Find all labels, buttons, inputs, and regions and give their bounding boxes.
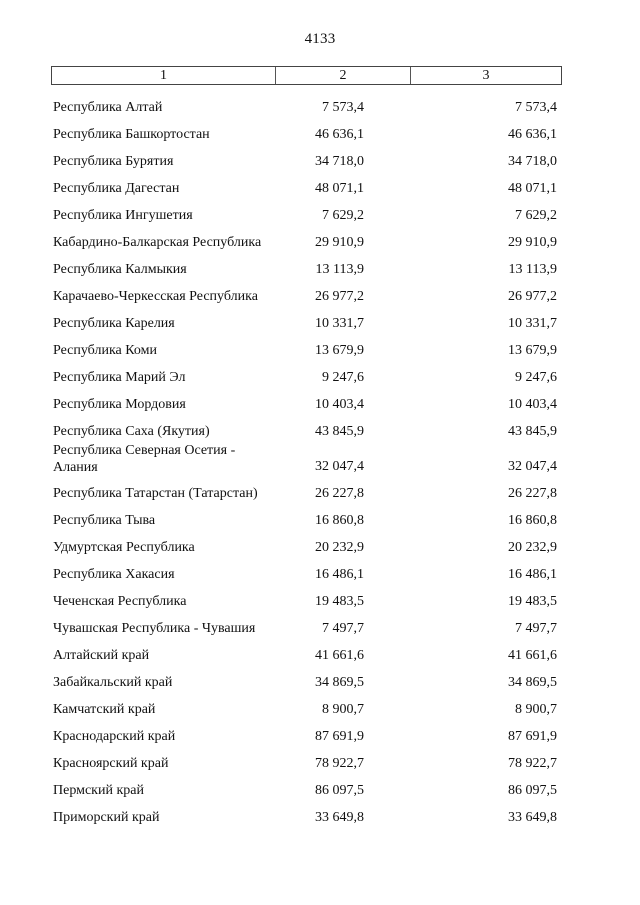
column-2-value: 87 691,9 <box>315 729 364 744</box>
column-header-3: 3 <box>482 68 490 83</box>
column-3-value: 43 845,9 <box>508 424 557 439</box>
column-2-value: 41 661,6 <box>315 648 364 663</box>
region-name: Республика Бурятия <box>53 154 174 169</box>
column-3-value: 7 629,2 <box>515 208 557 223</box>
column-3-value: 26 977,2 <box>508 289 557 304</box>
column-2-value: 26 977,2 <box>315 289 364 304</box>
table-row <box>0 671 640 698</box>
region-name: Чеченская Республика <box>53 594 187 609</box>
column-3-value: 13 113,9 <box>508 262 557 277</box>
region-name: Республика Карелия <box>53 316 175 331</box>
region-name: Пермский край <box>53 783 144 798</box>
table-row <box>0 204 640 231</box>
column-3-value: 46 636,1 <box>508 127 557 142</box>
region-name: Республика Хакасия <box>53 567 175 582</box>
column-2-value: 29 910,9 <box>315 235 364 250</box>
table-row <box>0 285 640 312</box>
table-row <box>0 482 640 509</box>
region-name: Республика Калмыкия <box>53 262 187 277</box>
table-header <box>51 66 562 85</box>
region-name: Алтайский край <box>53 648 150 663</box>
column-3-value: 86 097,5 <box>508 783 557 798</box>
column-2-value: 46 636,1 <box>315 127 364 142</box>
table-row <box>0 177 640 204</box>
table-row <box>0 258 640 285</box>
column-header-1: 1 <box>52 67 276 84</box>
region-name: Республика Тыва <box>53 513 156 528</box>
column-2-value: 19 483,5 <box>315 594 364 609</box>
column-2-value: 34 869,5 <box>315 675 364 690</box>
region-name: Красноярский край <box>53 756 169 771</box>
region-name: Республика Дагестан <box>53 181 180 196</box>
column-3-value: 8 900,7 <box>515 702 557 717</box>
column-3-value: 34 869,5 <box>508 675 557 690</box>
table-row <box>0 536 640 563</box>
column-3-value: 48 071,1 <box>508 181 557 196</box>
table-row <box>0 590 640 617</box>
table-row <box>0 725 640 752</box>
table-row <box>0 312 640 339</box>
column-2-value: 33 649,8 <box>315 810 364 825</box>
table-row <box>0 150 640 177</box>
region-name: Республика Мордовия <box>53 397 186 412</box>
region-name: Краснодарский край <box>53 729 176 744</box>
region-name: Республика Алтай <box>53 100 163 115</box>
table-row <box>0 231 640 258</box>
table-row <box>0 779 640 806</box>
column-2-value: 16 486,1 <box>315 567 364 582</box>
column-2-value: 7 573,4 <box>322 100 364 115</box>
column-2-value: 13 679,9 <box>315 343 364 358</box>
page-number: 4133 <box>304 31 336 47</box>
region-name: Республика Марий Эл <box>53 370 186 385</box>
region-name: Республика Саха (Якутия) <box>53 424 210 439</box>
table-row <box>0 644 640 671</box>
column-3-value: 9 247,6 <box>515 370 557 385</box>
table-row <box>0 366 640 393</box>
column-3-value: 29 910,9 <box>508 235 557 250</box>
column-2-value: 78 922,7 <box>315 756 364 771</box>
column-2-value: 8 900,7 <box>322 702 364 717</box>
column-2-value: 16 860,8 <box>315 513 364 528</box>
table-row <box>0 123 640 150</box>
column-2-value: 48 071,1 <box>315 181 364 196</box>
column-2-value: 26 227,8 <box>315 486 364 501</box>
region-name: Забайкальский край <box>53 675 173 690</box>
column-3-value: 78 922,7 <box>508 756 557 771</box>
table-row <box>0 443 640 482</box>
column-2-value: 10 331,7 <box>315 316 364 331</box>
table-row <box>0 563 640 590</box>
column-3-value: 32 047,4 <box>508 459 557 474</box>
table-row <box>0 698 640 725</box>
column-2-value: 10 403,4 <box>315 397 364 412</box>
region-name: Республика Северная Осетия - Алания <box>53 443 236 475</box>
table-row <box>0 393 640 420</box>
column-3-value: 34 718,0 <box>508 154 557 169</box>
column-3-value: 16 486,1 <box>508 567 557 582</box>
column-2-value: 20 232,9 <box>315 540 364 555</box>
column-2-value: 32 047,4 <box>315 459 364 474</box>
column-3-value: 26 227,8 <box>508 486 557 501</box>
column-2-value: 13 113,9 <box>315 262 364 277</box>
region-name: Приморский край <box>53 810 160 825</box>
column-3-value: 16 860,8 <box>508 513 557 528</box>
table-row <box>0 509 640 536</box>
region-name: Камчатский край <box>53 702 156 717</box>
region-name: Чувашская Республика - Чувашия <box>53 621 256 636</box>
column-3-value: 19 483,5 <box>508 594 557 609</box>
column-2-value: 9 247,6 <box>322 370 364 385</box>
column-2-value: 7 497,7 <box>322 621 364 636</box>
column-3-value: 7 497,7 <box>515 621 557 636</box>
region-name: Республика Ингушетия <box>53 208 193 223</box>
table-row <box>0 617 640 644</box>
table-row <box>0 752 640 779</box>
column-3-value: 13 679,9 <box>508 343 557 358</box>
region-name: Республика Коми <box>53 343 157 358</box>
region-name: Республика Татарстан (Татарстан) <box>53 486 258 501</box>
column-3-value: 10 403,4 <box>508 397 557 412</box>
column-2-value: 43 845,9 <box>315 424 364 439</box>
column-3-value: 41 661,6 <box>508 648 557 663</box>
column-header-2: 2 <box>276 67 411 84</box>
table-body <box>0 96 640 833</box>
table-row <box>0 806 640 833</box>
region-name: Республика Башкортостан <box>53 127 210 142</box>
column-2-value: 86 097,5 <box>315 783 364 798</box>
table-row <box>0 339 640 366</box>
region-name: Карачаево-Черкесская Республика <box>53 289 258 304</box>
column-2-value: 34 718,0 <box>315 154 364 169</box>
column-3-value: 10 331,7 <box>508 316 557 331</box>
region-name: Кабардино-Балкарская Республика <box>53 235 262 250</box>
region-name: Удмуртская Республика <box>53 540 195 555</box>
column-2-value: 7 629,2 <box>322 208 364 223</box>
column-3-value: 33 649,8 <box>508 810 557 825</box>
table-row <box>0 96 640 123</box>
column-3-value: 20 232,9 <box>508 540 557 555</box>
column-3-value: 7 573,4 <box>515 100 557 115</box>
column-3-value: 87 691,9 <box>508 729 557 744</box>
